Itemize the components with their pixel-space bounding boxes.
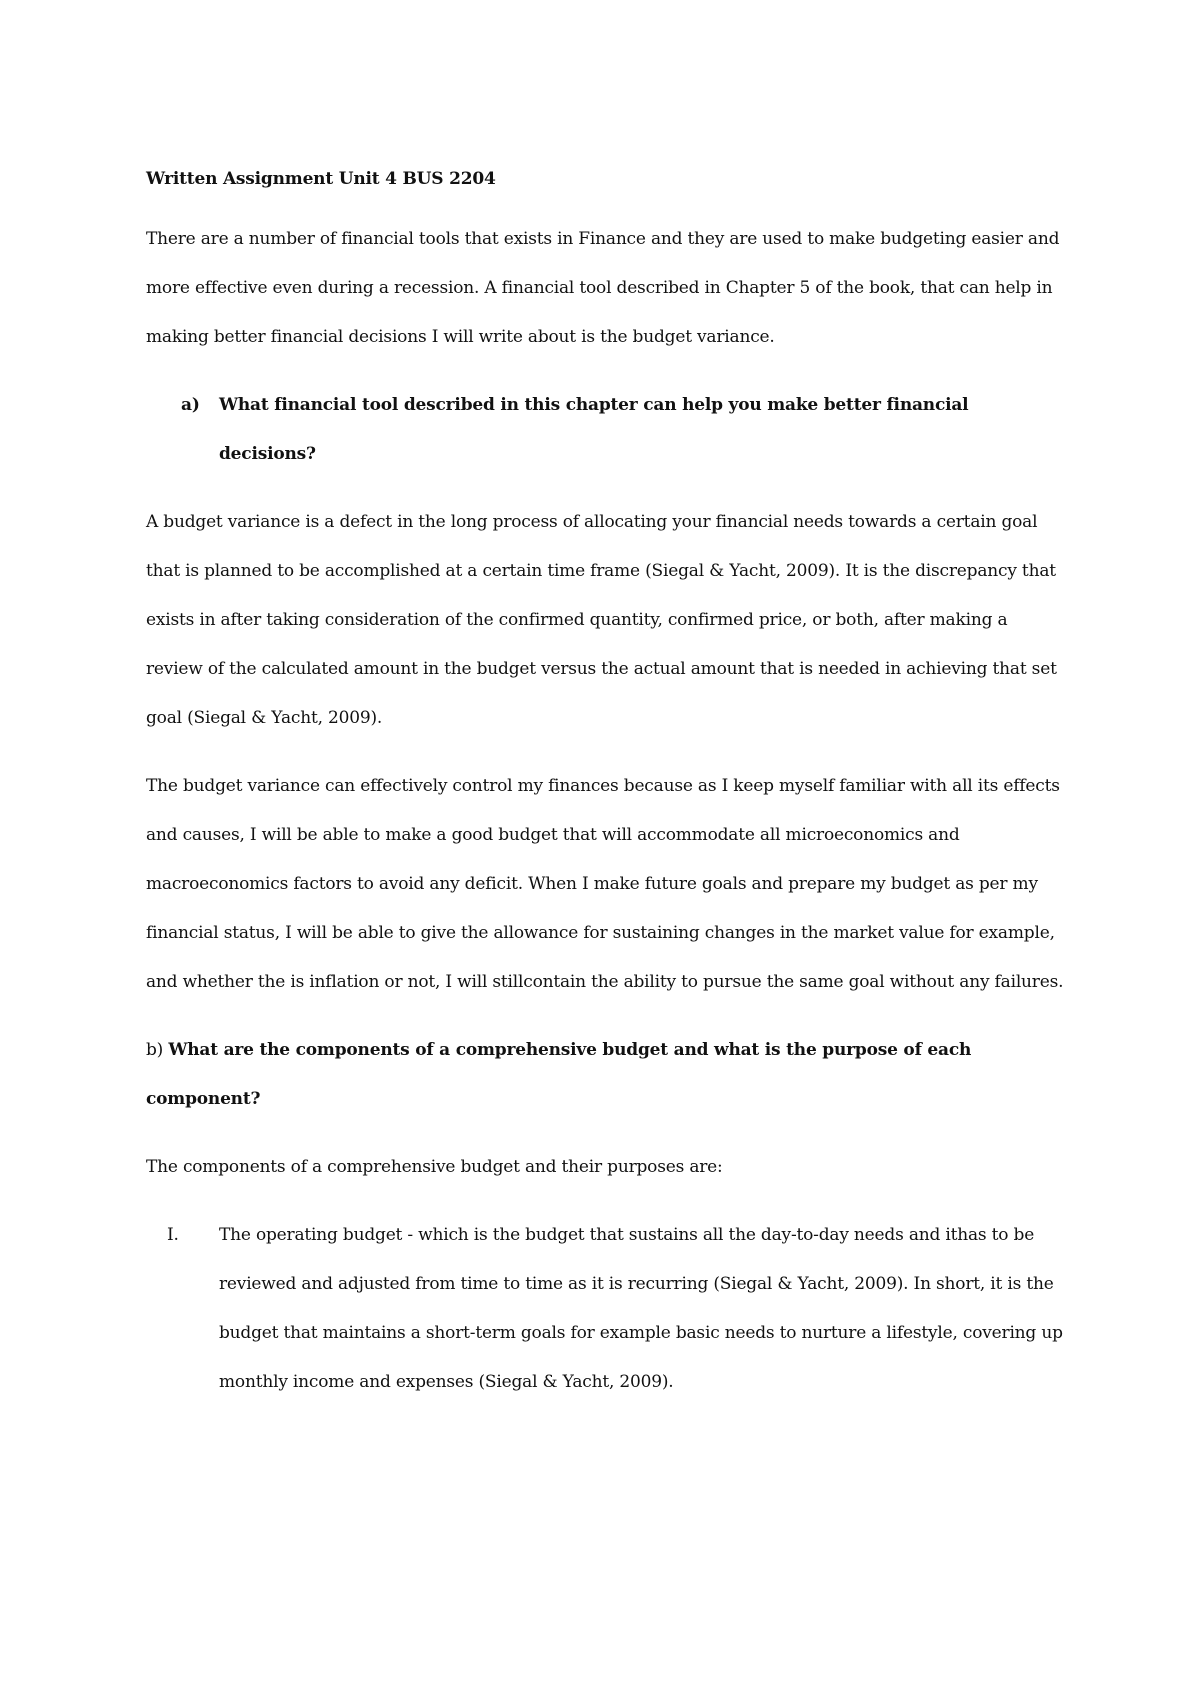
answer-a-paragraph-1: A budget variance is a defect in the long process of allocating your financial needs towards a certain goal that is planned to be accomplished at a certain time frame (Siegal & Yacht, 2009). It is the discrepancy that exists in after taking consideration of the confirmed quantity, confirmed price, or both, after making a review of the calculated amount in the budget versus the actual amount that is needed in achieving that set goal (Siegal & Yacht, 2009). <box>146 512 1057 728</box>
question-a-text: What financial tool described in this chapter can help you make better financial decisions? <box>219 395 969 464</box>
list-item-marker: I. <box>167 1225 179 1245</box>
question-b <box>146 1026 1066 1124</box>
list-item <box>146 1211 1066 1407</box>
components-intro: The components of a comprehensive budget and their purposes are: <box>146 1157 723 1177</box>
question-b-text: What are the components of a comprehensive budget and what is the purpose of each component? <box>146 1040 972 1109</box>
document-title: Written Assignment Unit 4 BUS 2204 <box>146 169 496 189</box>
question-b-marker: b) <box>146 1040 164 1060</box>
list-item-text: The operating budget - which is the budget that sustains all the day-to-day needs and ithas to be reviewed and adjusted from time to time as it is recurring (Siegal & Yacht, 2009). In short, it is the budget that maintains a short-term goals for example basic needs to nurture a lifestyle, covering up monthly income and expenses (Siegal & Yacht, 2009). <box>219 1225 1063 1392</box>
question-a-marker: a) <box>181 395 200 415</box>
intro-paragraph: There are a number of financial tools that exists in Finance and they are used to make budgeting easier and more effective even during a recession. A financial tool described in Chapter 5 of the book, that can help in making better financial decisions I will write about is the budget variance. <box>146 229 1060 347</box>
document-body <box>146 162 1066 1426</box>
answer-a-paragraph-2: The budget variance can effectively control my finances because as I keep myself familiar with all its effects and causes, I will be able to make a good budget that will accommodate all microeconomics and macroeconomics factors to avoid any deficit. When I make future goals and prepare my budget as per my financial status, I will be able to give the allowance for sustaining changes in the market value for example, and whether the is inflation or not, I will stillcontain the ability to pursue the same goal without any failures. <box>146 776 1064 992</box>
question-a <box>146 381 1066 479</box>
